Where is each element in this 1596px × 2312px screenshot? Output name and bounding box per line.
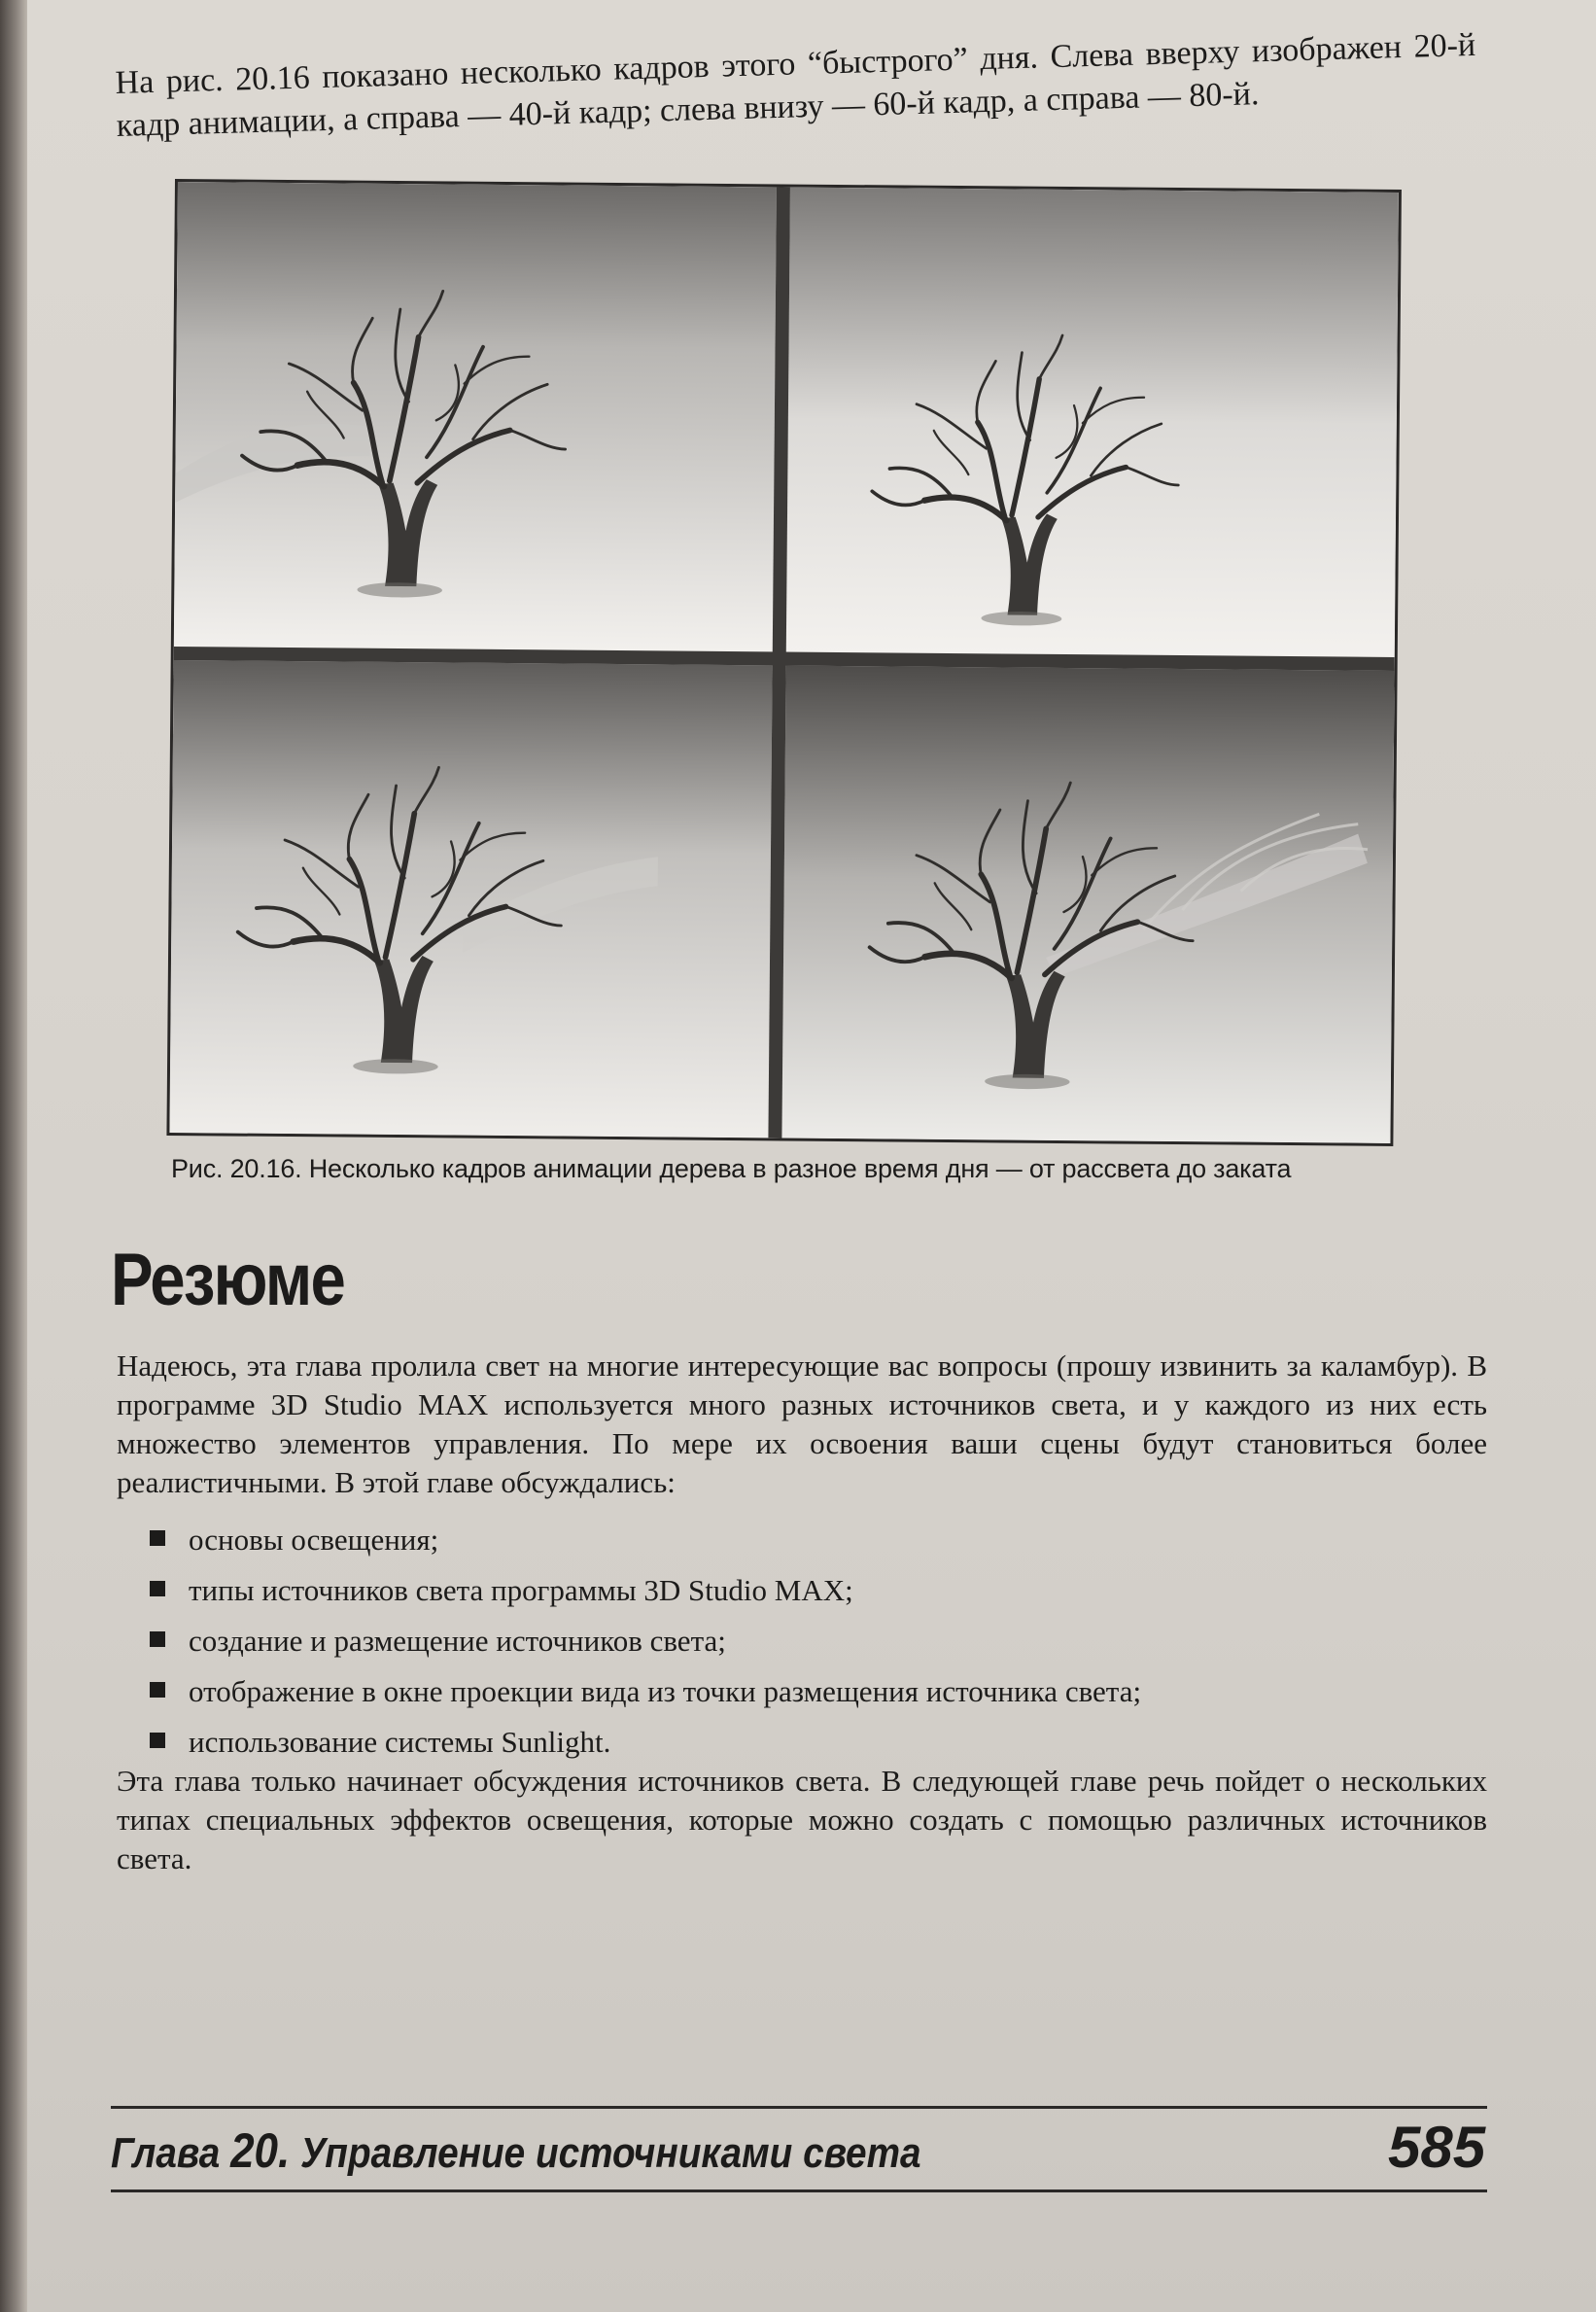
book-page xyxy=(27,0,1596,2312)
bullet-square-icon xyxy=(150,1682,165,1698)
bullet-square-icon xyxy=(150,1581,165,1596)
page-number: 585 xyxy=(1388,2115,1486,2180)
summary-bullet-list xyxy=(144,1515,1485,1768)
list-item: использование системы Sunlight. xyxy=(144,1717,1485,1768)
bullet-square-icon xyxy=(150,1631,165,1647)
section-heading: Резюме xyxy=(111,1239,345,1321)
summary-paragraph-1: Надеюсь, эта глава пролила свет на многие интересующие вас вопросы (прошу извинить за каламбур). В программе 3D Studio MAX используется много разных источников света, и у каждого из них есть множество элементов управления. По мере их освоения ваши сцены будут становиться более реалистичными. В этой главе обсуждались: xyxy=(117,1349,1487,1499)
book-spine-shadow xyxy=(0,0,27,2312)
chapter-title: Управление источниками света xyxy=(300,2129,921,2177)
bullet-square-icon xyxy=(150,1530,165,1546)
footer-top-rule xyxy=(111,2106,1487,2109)
footer-bottom-rule xyxy=(111,2189,1487,2192)
chapter-prefix: Глава xyxy=(111,2129,221,2177)
figure-caption: Рис. 20.16. Несколько кадров анимации дерева в разное время дня — от рассвета до заката xyxy=(171,1154,1292,1183)
tree-frames-illustration xyxy=(169,182,1398,1143)
list-item: типы источников света программы 3D Studio MAX; xyxy=(144,1565,1485,1616)
list-item: создание и размещение источников света; xyxy=(144,1616,1485,1666)
figure-20-16 xyxy=(166,179,1402,1146)
intro-paragraph: На рис. 20.16 показано несколько кадров этого “быстрого” дня. Слева вверху изображен 20-й кадр анимации, а справа — 40-й кадр; слева внизу — 60-й кадр, а справа — 80-й. xyxy=(115,26,1476,144)
list-item: отображение в окне проекции вида из точки размещения источника света; xyxy=(144,1666,1485,1717)
summary-paragraph-2: Эта глава только начинает обсуждения источников света. В следующей главе речь пойдет о нескольких типах специальных эффектов освещения, которые можно создать с помощью различных источников света. xyxy=(117,1764,1487,1875)
chapter-number: 20. xyxy=(230,2123,291,2178)
list-item: основы освещения; xyxy=(144,1515,1485,1565)
running-footer-chapter xyxy=(111,2123,921,2181)
bullet-square-icon xyxy=(150,1733,165,1748)
